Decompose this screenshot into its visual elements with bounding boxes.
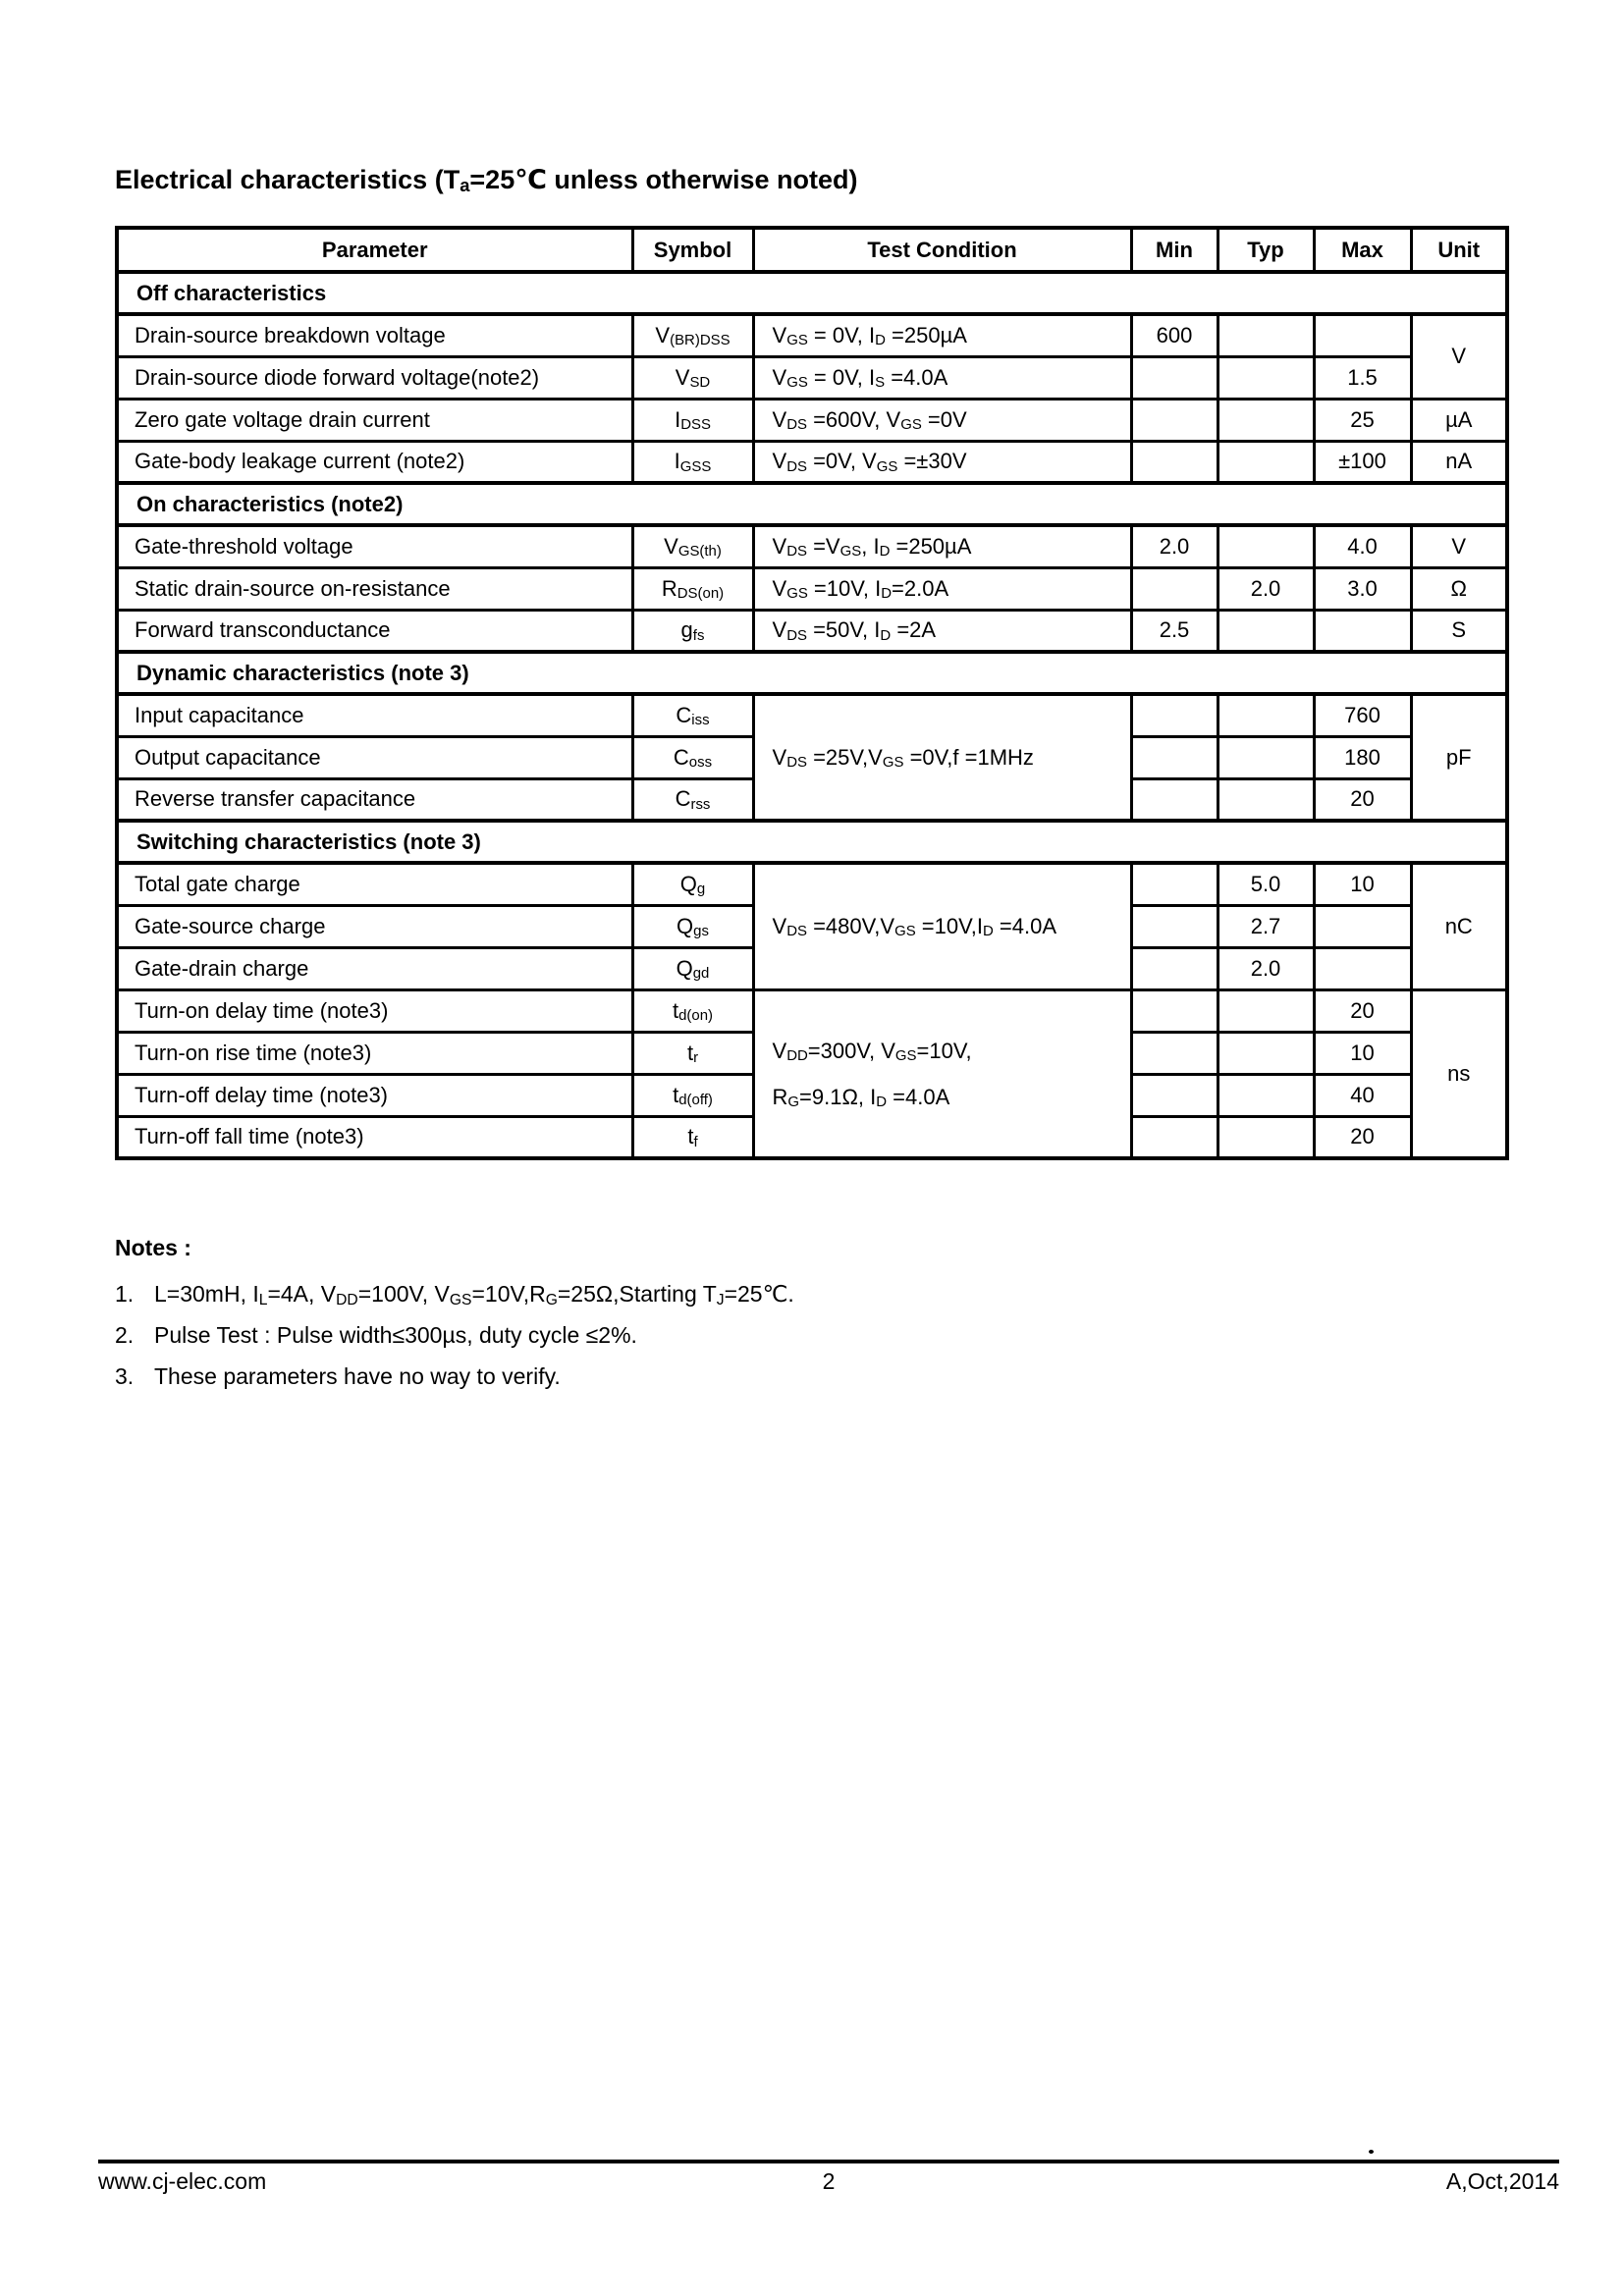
min-cell [1131,694,1218,736]
max-cell: 20 [1314,778,1411,821]
section-header-row [117,652,1507,694]
typ-cell: 5.0 [1218,863,1314,905]
typ-cell [1218,1032,1314,1074]
parameter-cell: Input capacitance [117,694,632,736]
condition-cell: $V_{DS} =V_{GS}$, $I_D =250\mu A$ [753,525,1131,567]
section-header-row [117,483,1507,525]
table-row [117,525,1507,567]
symbol-cell: $g_{fs}$ [632,610,753,652]
symbol-cell: $t_r$ [632,1032,753,1074]
column-header: Parameter [117,228,632,272]
unit-cell: µA [1411,399,1507,441]
table-row [117,356,1507,399]
column-header: Symbol [632,228,753,272]
table-row [117,441,1507,483]
parameter-cell: Gate-threshold voltage [117,525,632,567]
condition-cell: $V_{GS} = 0V$, $I_S =4.0A$ [753,356,1131,399]
typ-cell: 2.0 [1218,947,1314,989]
footer-page-number: 2 [822,2168,836,2194]
column-header: Min [1131,228,1218,272]
table-row [117,863,1507,905]
parameter-cell: Gate-source charge [117,905,632,947]
section-title: Switching characteristics (note 3) [117,821,1507,863]
parameter-cell: Forward transconductance [117,610,632,652]
footer-divider [98,2160,1559,2163]
unit-cell: V [1411,525,1507,567]
unit-cell: nA [1411,441,1507,483]
notes-list [115,1281,794,1389]
notes-section [115,1235,794,1405]
characteristics-table [115,226,1509,1160]
note-number: 1. [115,1281,135,1307]
page-title: Electrical characteristics ($T_a=25℃$ unless otherwise noted) [115,165,858,196]
min-cell: 600 [1131,314,1218,356]
max-cell [1314,905,1411,947]
note-text: Pulse Test : Pulse width≤300µs, duty cycle ≤2%. [154,1322,637,1348]
typ-cell [1218,1116,1314,1158]
min-cell [1131,1116,1218,1158]
min-cell: 2.0 [1131,525,1218,567]
column-header: Test Condition [753,228,1131,272]
typ-cell [1218,989,1314,1032]
parameter-cell: Drain-source breakdown voltage [117,314,632,356]
parameter-cell: Turn-off delay time (note3) [117,1074,632,1116]
condition-cell: $V_{DS} =600V$, $V_{GS} =0V$ [753,399,1131,441]
section-title: Off characteristics [117,272,1507,314]
symbol-cell: $I_{DSS}$ [632,399,753,441]
symbol-cell: $C_{iss}$ [632,694,753,736]
max-cell: 20 [1314,989,1411,1032]
condition-cell: $V_{DD}=300V$, $V_{GS}=10V$, $R_G=9.1\Omega$, $I_D =4.0A$ [753,989,1131,1158]
table-row [117,610,1507,652]
section-header-row [117,272,1507,314]
parameter-cell: Gate-drain charge [117,947,632,989]
parameter-cell: Drain-source diode forward voltage(note2) [117,356,632,399]
max-cell: 10 [1314,863,1411,905]
table-body [117,272,1507,1158]
min-cell [1131,1032,1218,1074]
stray-mark [1369,2150,1374,2154]
symbol-cell: $C_{rss}$ [632,778,753,821]
footer-revision: A,Oct,2014 [1445,2168,1559,2194]
parameter-cell: Zero gate voltage drain current [117,399,632,441]
unit-cell: pF [1411,694,1507,821]
max-cell: 3.0 [1314,567,1411,610]
parameter-cell: Static drain-source on-resistance [117,567,632,610]
table-row [117,314,1507,356]
typ-cell [1218,441,1314,483]
parameter-cell: Turn-on rise time (note3) [117,1032,632,1074]
table-header-row [117,228,1507,272]
condition-cell: $V_{DS} =480V,V_{GS} =10V,I_D =4.0A$ [753,863,1131,989]
note-text: These parameters have no way to verify. [154,1363,561,1389]
parameter-cell: Gate-body leakage current (note2) [117,441,632,483]
table-row [117,989,1507,1032]
unit-cell: ns [1411,989,1507,1158]
max-cell: 4.0 [1314,525,1411,567]
symbol-cell: $I_{GSS}$ [632,441,753,483]
section-header-row [117,821,1507,863]
min-cell [1131,1074,1218,1116]
note-item [115,1363,794,1389]
column-header: Max [1314,228,1411,272]
table-head [117,228,1507,272]
max-cell: 760 [1314,694,1411,736]
min-cell [1131,356,1218,399]
column-header: Typ [1218,228,1314,272]
parameter-cell: Reverse transfer capacitance [117,778,632,821]
table-row [117,399,1507,441]
unit-cell: nC [1411,863,1507,989]
typ-cell [1218,1074,1314,1116]
unit-cell: Ω [1411,567,1507,610]
typ-cell [1218,736,1314,778]
typ-cell: 2.0 [1218,567,1314,610]
notes-heading: Notes : [115,1235,191,1260]
typ-cell [1218,399,1314,441]
parameter-cell: Output capacitance [117,736,632,778]
symbol-cell: $R_{DS(on)}$ [632,567,753,610]
symbol-cell: $V_{GS(th)}$ [632,525,753,567]
symbol-cell: $t_{d(off)}$ [632,1074,753,1116]
symbol-cell: $V_{(BR)DSS}$ [632,314,753,356]
symbol-cell: $t_f$ [632,1116,753,1158]
condition-cell: $V_{GS} =10V$, $I_D=2.0A$ [753,567,1131,610]
min-cell [1131,778,1218,821]
min-cell [1131,441,1218,483]
min-cell [1131,905,1218,947]
max-cell [1314,947,1411,989]
unit-cell: V [1411,314,1507,399]
page-footer [98,2168,1559,2195]
section-title: On characteristics (note2) [117,483,1507,525]
note-item [115,1322,794,1348]
min-cell [1131,947,1218,989]
typ-cell [1218,694,1314,736]
note-number: 2. [115,1322,135,1348]
max-cell: 180 [1314,736,1411,778]
max-cell [1314,314,1411,356]
symbol-cell: $Q_g$ [632,863,753,905]
table-row [117,567,1507,610]
max-cell: 25 [1314,399,1411,441]
max-cell [1314,610,1411,652]
symbol-cell: $C_{oss}$ [632,736,753,778]
condition-cell: $V_{GS} = 0V$, $I_D =250\mu A$ [753,314,1131,356]
symbol-cell: $t_{d(on)}$ [632,989,753,1032]
note-item [115,1281,794,1307]
min-cell: 2.5 [1131,610,1218,652]
note-number: 3. [115,1363,135,1389]
symbol-cell: $Q_{gs}$ [632,905,753,947]
max-cell: 20 [1314,1116,1411,1158]
min-cell [1131,989,1218,1032]
condition-cell: $V_{DS} =0V$, $V_{GS} =\pm 30V$ [753,441,1131,483]
note-text: L=30mH, $I_L=4A$, $V_{DD}=100V$, $V_{GS}=10V,R_G=25\Omega,Starting$ $T_J=25℃$. [154,1281,794,1308]
min-cell [1131,567,1218,610]
typ-cell: 2.7 [1218,905,1314,947]
typ-cell [1218,314,1314,356]
symbol-cell: $Q_{gd}$ [632,947,753,989]
max-cell: 1.5 [1314,356,1411,399]
condition-cell: $V_{DS} =50V$, $I_D =2A$ [753,610,1131,652]
parameter-cell: Total gate charge [117,863,632,905]
min-cell [1131,736,1218,778]
condition-cell: $V_{DS} =25V,V_{GS} =0V,f =1MHz$ [753,694,1131,821]
max-cell: 10 [1314,1032,1411,1074]
parameter-cell: Turn-on delay time (note3) [117,989,632,1032]
typ-cell [1218,778,1314,821]
typ-cell [1218,525,1314,567]
parameter-cell: Turn-off fall time (note3) [117,1116,632,1158]
footer-website: www.cj-elec.com [98,2168,267,2194]
unit-cell: S [1411,610,1507,652]
typ-cell [1218,610,1314,652]
section-title: Dynamic characteristics (note 3) [117,652,1507,694]
max-cell: 40 [1314,1074,1411,1116]
column-header: Unit [1411,228,1507,272]
min-cell [1131,863,1218,905]
typ-cell [1218,356,1314,399]
max-cell: ±100 [1314,441,1411,483]
min-cell [1131,399,1218,441]
symbol-cell: $V_{SD}$ [632,356,753,399]
table-row [117,694,1507,736]
